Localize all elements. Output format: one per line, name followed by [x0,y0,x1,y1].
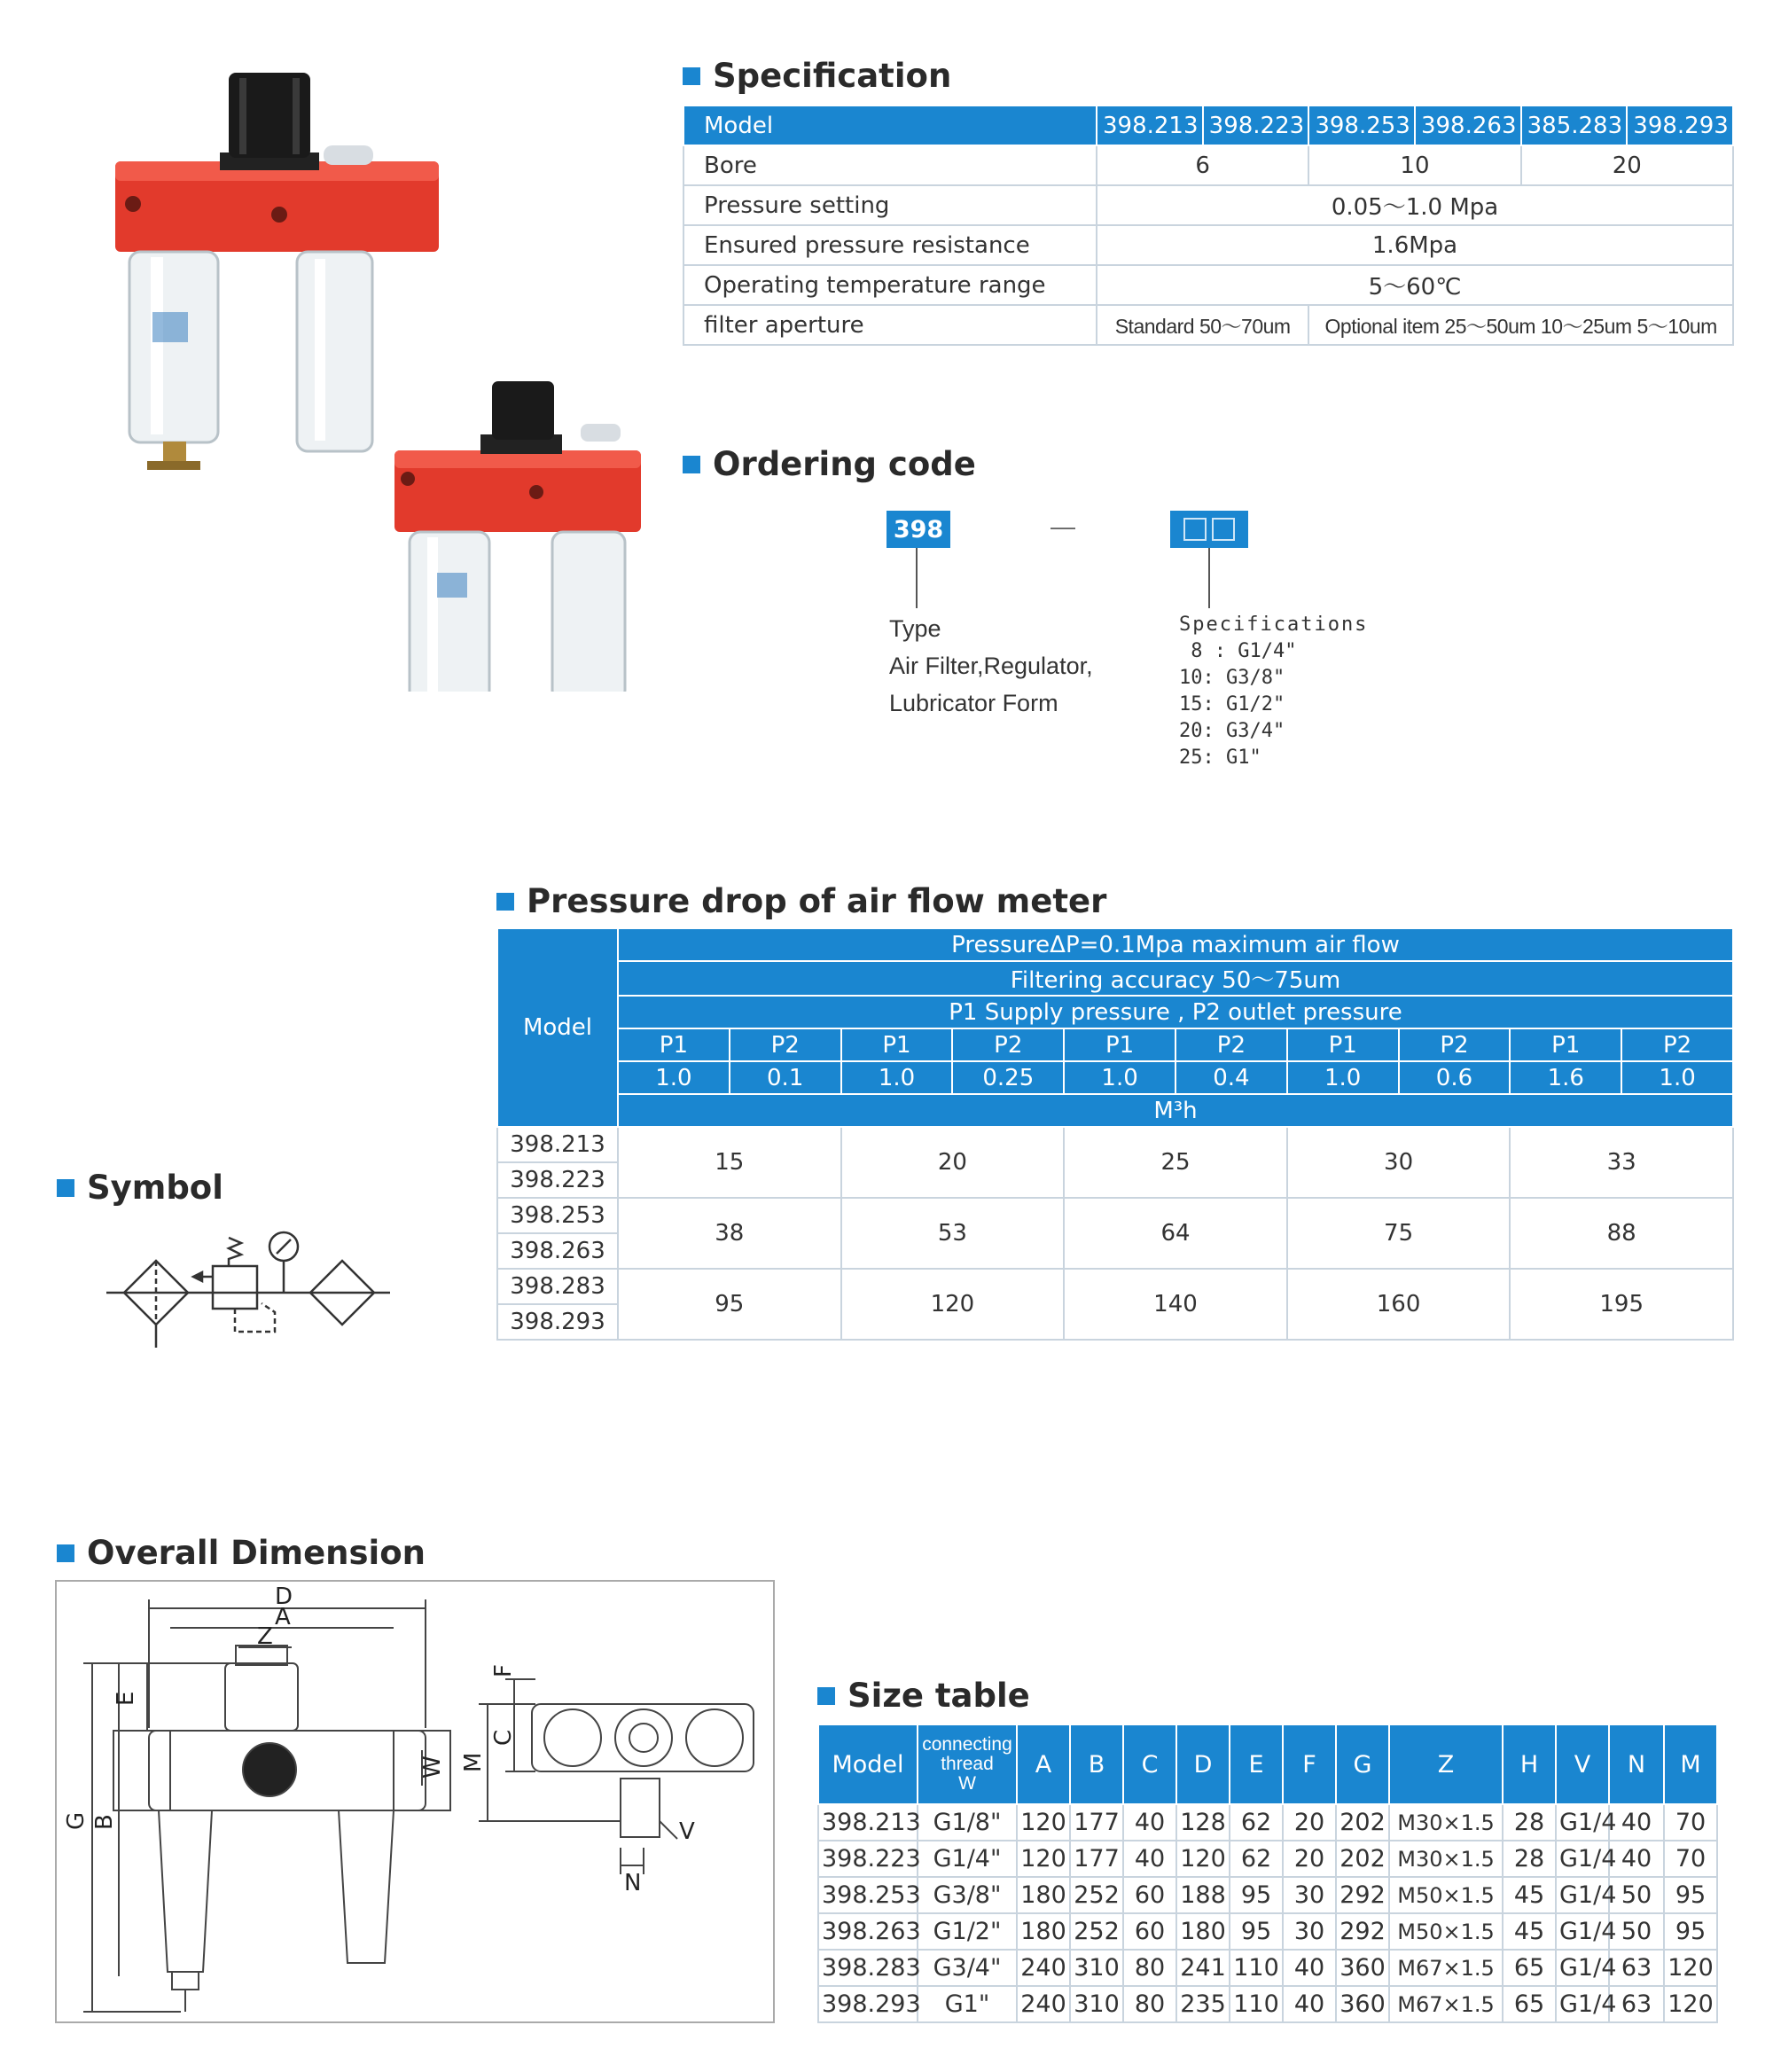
p-value: 0.4 [1175,1061,1287,1094]
row-label: filter aperture [683,305,1097,345]
row-label: Operating temperature range [683,265,1097,305]
size-value: G1/4" [918,1841,1017,1877]
header-cell: M [1664,1724,1717,1804]
model-cell: 398.253 [818,1877,918,1913]
table-row [497,1127,1733,1162]
row-label: Bore [683,145,1097,185]
table-row [818,1913,1717,1950]
p-label: P2 [952,1028,1064,1061]
size-value: 28 [1503,1841,1556,1877]
size-value: 240 [1017,1950,1070,1986]
value-cell: 1.6Mpa [1097,225,1733,265]
header-cell: V [1556,1724,1609,1804]
type-desc: Air Filter,Regulator, [889,653,1093,679]
specification-heading [683,57,951,95]
header-line: W [958,1773,976,1794]
size-value: G1/4 [1556,1877,1609,1913]
placeholder-square-icon [1183,518,1207,541]
table-row [683,106,1733,145]
size-value: M50×1.5 [1389,1913,1503,1950]
table-row [683,225,1733,265]
size-value: 180 [1017,1877,1070,1913]
table-row [497,1061,1733,1094]
table-row [818,1724,1717,1804]
size-value: G1/4 [1556,1804,1609,1841]
model-cell: 398.253 [497,1198,618,1233]
size-value: 80 [1123,1950,1176,1986]
dim-label-w: W [419,1755,446,1779]
table-row [683,185,1733,225]
p-label: P1 [1510,1028,1621,1061]
placeholder-square-icon [1212,518,1235,541]
model-label: Model [683,106,1097,145]
symbol-title: Symbol [87,1169,223,1207]
flow-value: 88 [1510,1198,1733,1269]
model-cell: 398.253 [1308,106,1415,145]
size-value: 62 [1230,1841,1283,1877]
spec-title: Specifications [1179,614,1369,636]
table-row [683,265,1733,305]
value-cell: 0.05～1.0 Mpa [1097,185,1733,225]
size-value: M30×1.5 [1389,1804,1503,1841]
size-value: G1" [918,1986,1017,2022]
size-value: 70 [1664,1841,1717,1877]
p-value: 1.0 [1287,1061,1399,1094]
size-value: 45 [1503,1877,1556,1913]
p-value: 1.0 [1621,1061,1733,1094]
leader-line [1208,548,1210,608]
size-value: M67×1.5 [1389,1950,1503,1986]
dim-label-a: A [275,1604,291,1630]
p-label: P1 [1287,1028,1399,1061]
model-cell: 398.263 [818,1913,918,1950]
size-value: 28 [1503,1804,1556,1841]
type-description [889,610,1093,722]
code-398-box: 398 [886,511,950,548]
header-line: thread [941,1754,994,1774]
size-value: 177 [1070,1841,1123,1877]
header-cell: D [1176,1724,1230,1804]
size-value: 292 [1336,1913,1389,1950]
size-value: 30 [1283,1877,1336,1913]
row-label: Pressure setting [683,185,1097,225]
size-value: 120 [1664,1950,1717,1986]
model-cell: 398.223 [1203,106,1309,145]
size-value: G1/4 [1556,1950,1609,1986]
dim-label-e: E [113,1691,139,1706]
size-value: 177 [1070,1804,1123,1841]
pressure-drop-heading [496,882,1106,920]
size-value: 65 [1503,1950,1556,1986]
model-cell: 398.223 [818,1841,918,1877]
value-cell: 5～60℃ [1097,265,1733,305]
size-value: 45 [1503,1913,1556,1950]
size-value: 188 [1176,1877,1230,1913]
dim-label-z: Z [257,1623,273,1650]
bullet-square-icon [57,1544,74,1562]
flow-value: 140 [1064,1269,1287,1340]
flow-value: 15 [618,1127,841,1198]
dim-label-n: N [624,1870,642,1896]
value-cell: 10 [1308,145,1520,185]
bullet-square-icon [496,893,514,911]
size-value: 30 [1283,1913,1336,1950]
size-value: 95 [1230,1877,1283,1913]
ordering-heading [683,445,976,483]
model-label: Model [497,928,618,1127]
table-row [683,145,1733,185]
pressure-drop-table [496,927,1734,1341]
header-cell: N [1609,1724,1664,1804]
dim-label-c: C [490,1729,517,1746]
table-row [818,1877,1717,1913]
header-cell: B [1070,1724,1123,1804]
specifications-list [1179,612,1368,771]
p-value: 1.0 [841,1061,953,1094]
flow-value: 195 [1510,1269,1733,1340]
table-row [497,996,1733,1028]
bullet-square-icon [683,456,700,473]
header-cell: H [1503,1724,1556,1804]
header-cell: P1 Supply pressure , P2 outlet pressure [618,996,1733,1028]
size-value: M30×1.5 [1389,1841,1503,1877]
header-cell: E [1230,1724,1283,1804]
p-label: P1 [618,1028,730,1061]
table-row [497,1269,1733,1304]
size-value: 120 [1017,1841,1070,1877]
size-value: 40 [1123,1804,1176,1841]
p-value: 1.0 [618,1061,730,1094]
bullet-square-icon [683,67,700,85]
size-value: 40 [1609,1841,1664,1877]
dimension-drawing [57,1582,773,2021]
header-cell: A [1017,1724,1070,1804]
size-value: 60 [1123,1913,1176,1950]
model-cell: 398.293 [1627,106,1733,145]
size-value: 110 [1230,1986,1283,2022]
size-value: M67×1.5 [1389,1986,1503,2022]
size-value: 20 [1283,1804,1336,1841]
flow-value: 53 [841,1198,1065,1269]
flow-value: 38 [618,1198,841,1269]
type-desc: Lubricator Form [889,690,1058,716]
dim-label-v: V [679,1818,695,1845]
size-value: 292 [1336,1877,1389,1913]
dim-label-g: G [63,1811,90,1830]
size-value: 310 [1070,1950,1123,1986]
table-row [818,1950,1717,1986]
size-value: 120 [1017,1804,1070,1841]
size-value: 70 [1664,1804,1717,1841]
header-cell: Z [1389,1724,1503,1804]
size-value: 128 [1176,1804,1230,1841]
size-table-body [818,1804,1717,2022]
frl-symbol-diagram [98,1224,399,1365]
table-row [818,1841,1717,1877]
model-cell: 398.283 [497,1269,618,1304]
size-value: 40 [1283,1950,1336,1986]
size-table [817,1724,1718,2023]
size-value: 50 [1609,1877,1664,1913]
p-label: P2 [1399,1028,1511,1061]
table-row [497,928,1733,961]
specification-table [683,105,1734,346]
table-row [497,1198,1733,1233]
table-row [818,1804,1717,1841]
model-cell: 398.213 [818,1804,918,1841]
value-cell: 20 [1521,145,1733,185]
p-value: 1.0 [1064,1061,1175,1094]
specification-title: Specification [713,57,952,95]
table-row [818,1986,1717,2022]
size-value: 202 [1336,1841,1389,1877]
header-cell: Model [818,1724,918,1804]
size-value: 95 [1230,1913,1283,1950]
dim-label-f: F [490,1664,517,1677]
flow-value: 33 [1510,1127,1733,1198]
size-value: 60 [1123,1877,1176,1913]
model-cell: 385.283 [1521,106,1628,145]
size-value: G1/4 [1556,1913,1609,1950]
flow-value: 20 [841,1127,1065,1198]
product-photo [98,53,647,692]
size-value: 63 [1609,1986,1664,2022]
header-cell: G [1336,1724,1389,1804]
size-value: 63 [1609,1950,1664,1986]
p-value: 1.6 [1510,1061,1621,1094]
model-cell: 398.293 [497,1304,618,1340]
p-label: P2 [730,1028,841,1061]
table-row [683,305,1733,345]
size-value: 62 [1230,1804,1283,1841]
size-value: 180 [1017,1913,1070,1950]
size-value: 360 [1336,1986,1389,2022]
value-cell: Standard 50～70um [1097,305,1308,345]
row-label: Ensured pressure resistance [683,225,1097,265]
size-value: 120 [1176,1841,1230,1877]
size-value: 110 [1230,1950,1283,1986]
list-item: 15: G1/2" [1179,693,1285,715]
flow-value: 75 [1287,1198,1511,1269]
size-value: G1/2" [918,1913,1017,1950]
size-value: 202 [1336,1804,1389,1841]
size-value: 50 [1609,1913,1664,1950]
size-value: G3/4" [918,1950,1017,1986]
list-item: 10: G3/8" [1179,667,1285,689]
frl-unit-large [115,73,439,470]
size-table-heading [817,1677,1030,1715]
flow-value: 120 [841,1269,1065,1340]
size-table-title: Size table [847,1677,1030,1715]
list-item: 20: G3/4" [1179,720,1285,742]
size-value: 240 [1017,1986,1070,2022]
size-value: G1/4 [1556,1841,1609,1877]
table-row [497,1094,1733,1127]
header-cell [918,1724,1017,1804]
p-label: P2 [1621,1028,1733,1061]
model-cell: 398.213 [497,1127,618,1162]
model-cell: 398.213 [1097,106,1203,145]
code-dash: — [1051,512,1075,540]
size-value: 80 [1123,1986,1176,2022]
flow-value: 30 [1287,1127,1511,1198]
size-value: 20 [1283,1841,1336,1877]
size-value: 40 [1609,1804,1664,1841]
pressure-drop-title: Pressure drop of air flow meter [527,882,1107,920]
size-value: 65 [1503,1986,1556,2022]
overall-dimension-heading [57,1534,426,1572]
p-value: 0.1 [730,1061,841,1094]
symbol-heading [57,1169,223,1207]
model-cell: 398.223 [497,1162,618,1198]
size-value: 235 [1176,1986,1230,2022]
header-cell: PressureΔP=0.1Mpa maximum air flow [618,928,1733,961]
bullet-square-icon [57,1179,74,1197]
bullet-square-icon [817,1687,835,1705]
list-item: 8 : G1/4" [1179,640,1297,662]
size-value: 180 [1176,1913,1230,1950]
type-title: Type [889,615,941,642]
size-value: 252 [1070,1877,1123,1913]
dimension-drawing-frame [55,1580,775,2023]
size-value: 40 [1283,1986,1336,2022]
spec-code-box [1170,511,1248,548]
size-value: G3/8" [918,1877,1017,1913]
size-value: G1/8" [918,1804,1017,1841]
table-row [497,961,1733,996]
size-value: 252 [1070,1913,1123,1950]
p-label: P1 [841,1028,953,1061]
size-value: 360 [1336,1950,1389,1986]
list-item: 25: G1" [1179,747,1261,769]
header-cell: Filtering accuracy 50～75um [618,961,1733,996]
model-cell: 398.263 [497,1233,618,1269]
value-cell: 6 [1097,145,1308,185]
leader-line [916,548,918,608]
flow-value: 25 [1064,1127,1287,1198]
p-label: P2 [1175,1028,1287,1061]
frl-unit-small [394,381,641,692]
dim-label-d: D [275,1583,293,1610]
size-value: 120 [1664,1986,1717,2022]
unit-cell: M³h [618,1094,1733,1127]
model-cell: 398.283 [818,1950,918,1986]
header-line: connecting [922,1734,1012,1755]
size-value: M50×1.5 [1389,1877,1503,1913]
header-cell: F [1283,1724,1336,1804]
header-cell: C [1123,1724,1176,1804]
value-cell: Optional item 25～50um 10～25um 5～10um [1308,305,1733,345]
flow-value: 160 [1287,1269,1511,1340]
table-row [497,1028,1733,1061]
p-label: P1 [1064,1028,1175,1061]
size-value: 95 [1664,1877,1717,1913]
p-value: 0.6 [1399,1061,1511,1094]
size-value: 40 [1123,1841,1176,1877]
flow-value: 64 [1064,1198,1287,1269]
size-value: 95 [1664,1913,1717,1950]
model-cell: 398.293 [818,1986,918,2022]
size-value: G1/4 [1556,1986,1609,2022]
flow-value: 95 [618,1269,841,1340]
overall-dimension-title: Overall Dimension [87,1534,426,1572]
size-value: 310 [1070,1986,1123,2022]
model-cell: 398.263 [1415,106,1521,145]
p-value: 0.25 [952,1061,1064,1094]
ordering-title: Ordering code [713,445,976,483]
dim-label-b: B [91,1814,118,1830]
dim-label-m: M [460,1752,487,1772]
size-value: 241 [1176,1950,1230,1986]
